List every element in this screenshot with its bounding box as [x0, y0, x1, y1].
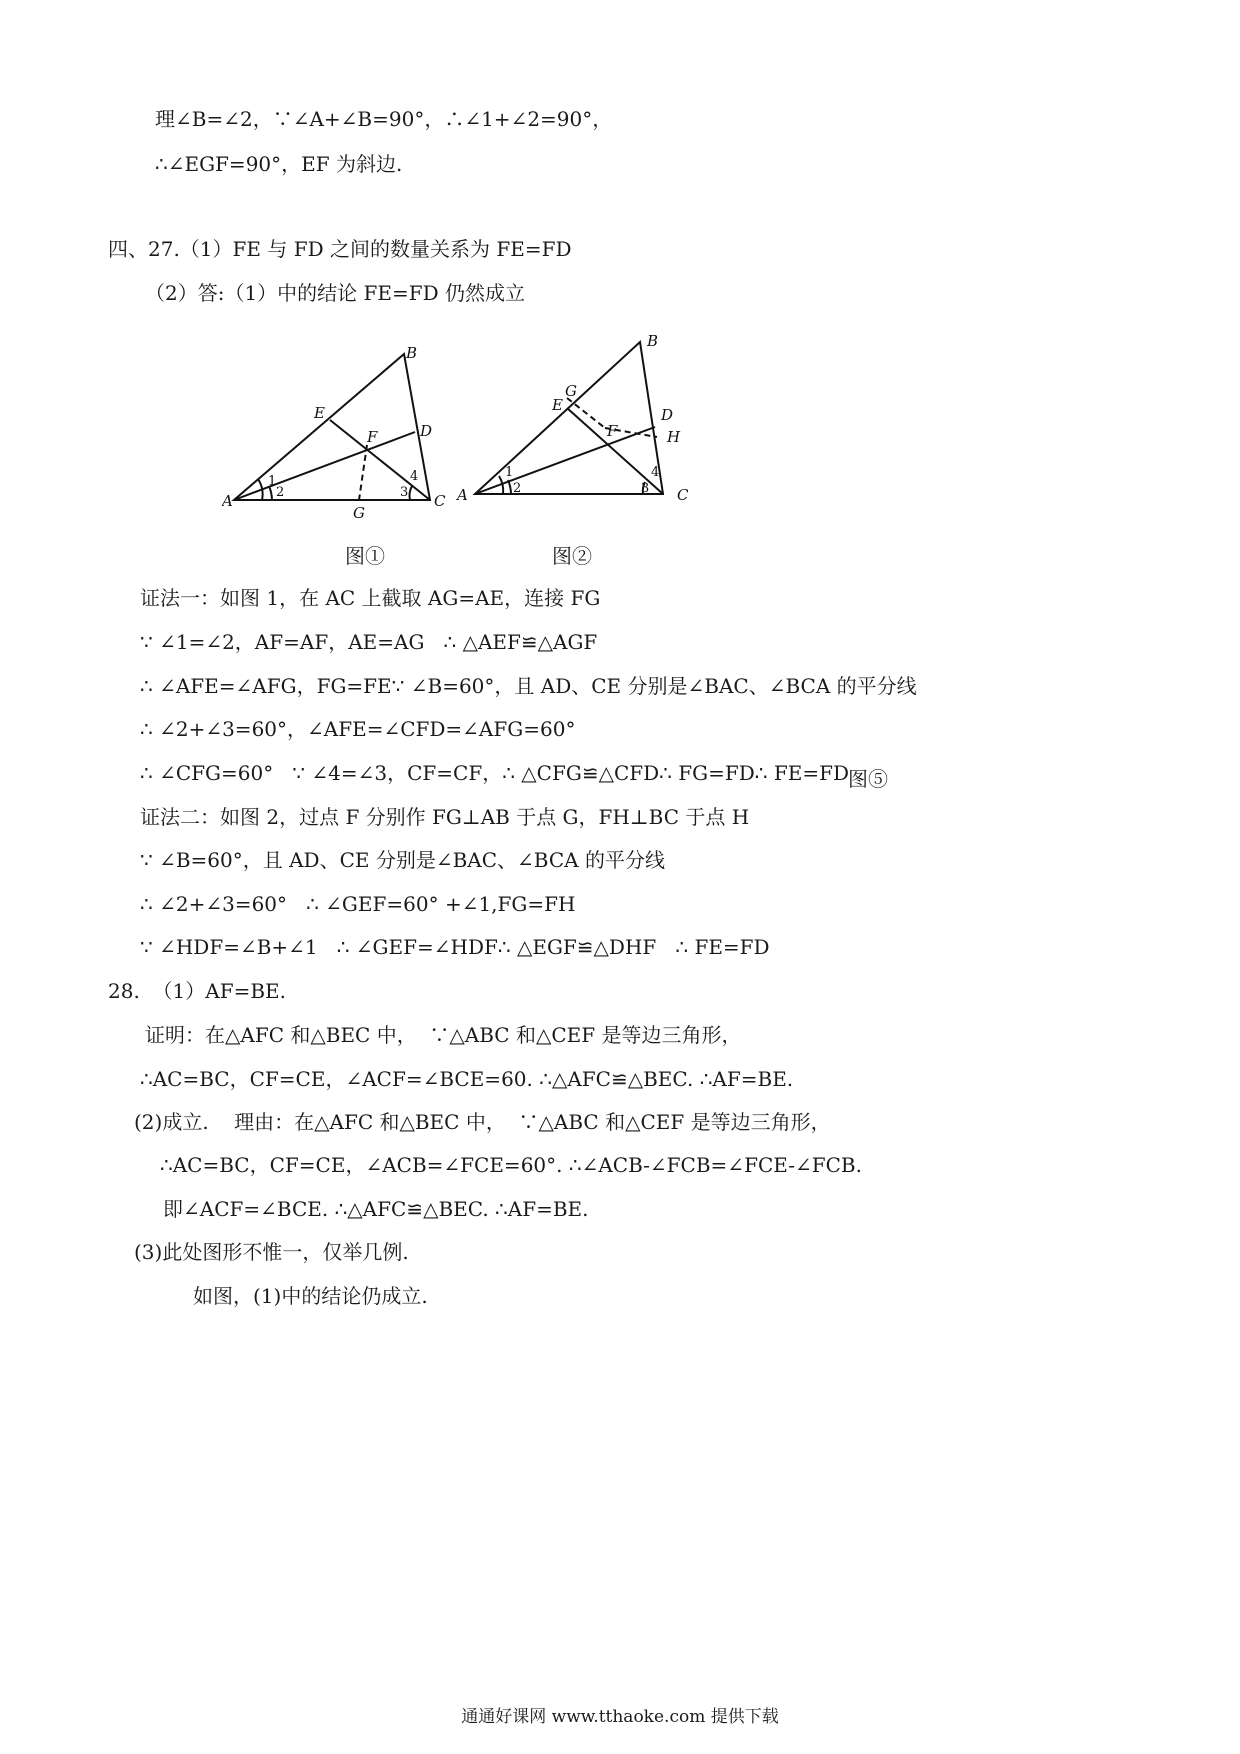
- fig2-label-F: F: [607, 422, 618, 440]
- problem-28-part3-1: (3)此处图形不惟一，仅举几例.: [134, 1240, 409, 1264]
- proof-1-line-4: ∴ ∠CFG=60° ∵ ∠4=∠3，CF=CF，∴ △CFG≌△CFD∴ FG=FD∴ FE=FD: [140, 761, 850, 785]
- figure-1-caption: 图①: [345, 544, 385, 568]
- fig2-angle-3: 3: [641, 481, 650, 496]
- text-line-2: ∴∠EGF=90°，EF 为斜边.: [155, 152, 403, 176]
- proof-2-line-2: ∴ ∠2+∠3=60° ∴ ∠GEF=60° +∠1,FG=FH: [140, 892, 576, 916]
- problem-28-heading: 28. （1）AF=BE.: [108, 979, 286, 1003]
- proof-2-heading: 证法二：如图 2，过点 F 分别作 FG⊥AB 于点 G，FH⊥BC 于点 H: [140, 805, 750, 829]
- problem-28-part2-3: 即∠ACF=∠BCE. ∴△AFC≌△BEC. ∴AF=BE.: [163, 1197, 589, 1221]
- problem-28-part2-1: (2)成立. 理由：在△AFC 和△BEC 中， ∵△ABC 和△CEF 是等边三角形，: [134, 1110, 831, 1134]
- proof-2-line-3: ∵ ∠HDF=∠B+∠1 ∴ ∠GEF=∠HDF∴ △EGF≌△DHF ∴ FE=FD: [140, 935, 770, 959]
- fig1-angle-2: 2: [276, 485, 285, 500]
- fig2-label-D: D: [661, 406, 674, 424]
- fig1-label-A: A: [222, 492, 233, 510]
- fig2-label-G: G: [565, 382, 577, 400]
- problem-28-part2-2: ∴AC=BC，CF=CE，∠ACB=∠FCE=60°. ∴∠ACB-∠FCB=∠FCE-∠FCB.: [160, 1153, 862, 1177]
- fig1-label-F: F: [367, 428, 378, 446]
- fig2-label-E: E: [552, 396, 563, 414]
- fig2-angle-4: 4: [651, 465, 660, 480]
- fig2-label-B: B: [647, 332, 659, 350]
- figure-2-caption: 图②: [552, 544, 592, 568]
- problem-27-part2: （2）答:（1）中的结论 FE=FD 仍然成立: [145, 281, 526, 305]
- fig1-angle-1: 1: [268, 474, 277, 489]
- footer-watermark: 通通好课网 www.tthaoke.com 提供下载: [461, 1707, 779, 1727]
- problem-28-proof-1: 证明：在△AFC 和△BEC 中， ∵△ABC 和△CEF 是等边三角形，: [145, 1023, 742, 1047]
- fig2-label-A: A: [457, 486, 468, 504]
- fig2-label-H: H: [667, 428, 681, 446]
- proof-1-line-1: ∵ ∠1=∠2，AF=AF，AE=AG ∴ △AEF≌△AGF: [140, 630, 598, 654]
- fig2-angle-2: 2: [513, 481, 522, 496]
- problem-28-part3-2: 如图，(1)中的结论仍成立.: [193, 1284, 428, 1308]
- text-line-1: 理∠B=∠2，∵∠A+∠B=90°，∴∠1+∠2=90°，: [155, 107, 613, 131]
- fig1-label-G: G: [353, 504, 365, 522]
- fig1-label-D: D: [420, 422, 433, 440]
- problem-28-proof-2: ∴AC=BC，CF=CE，∠ACF=∠BCE=60. ∴△AFC≌△BEC. ∴AF=BE.: [140, 1067, 794, 1091]
- fig2-label-C: C: [677, 486, 689, 504]
- fig1-angle-3: 3: [400, 485, 409, 500]
- fig1-label-B: B: [406, 344, 418, 362]
- fig1-label-C: C: [434, 492, 446, 510]
- figure-2: [455, 332, 705, 512]
- fig2-angle-1: 1: [505, 465, 514, 480]
- proof-1-line-2: ∴ ∠AFE=∠AFG，FG=FE∵ ∠B=60°，且 AD、CE 分别是∠BAC、∠BCA 的平分线: [140, 674, 917, 698]
- fig1-angle-4: 4: [410, 469, 419, 484]
- proof-2-line-1: ∵ ∠B=60°，且 AD、CE 分别是∠BAC、∠BCA 的平分线: [140, 848, 665, 872]
- proof-1-heading: 证法一：如图 1，在 AC 上截取 AG=AE，连接 FG: [140, 586, 601, 610]
- problem-27-heading: 四、27.（1）FE 与 FD 之间的数量关系为 FE=FD: [108, 237, 572, 261]
- fig1-label-E: E: [314, 404, 325, 422]
- figure-5-label: 图⑤: [848, 767, 888, 791]
- proof-1-line-3: ∴ ∠2+∠3=60°，∠AFE=∠CFD=∠AFG=60°: [140, 717, 576, 741]
- figure-1: [222, 342, 452, 522]
